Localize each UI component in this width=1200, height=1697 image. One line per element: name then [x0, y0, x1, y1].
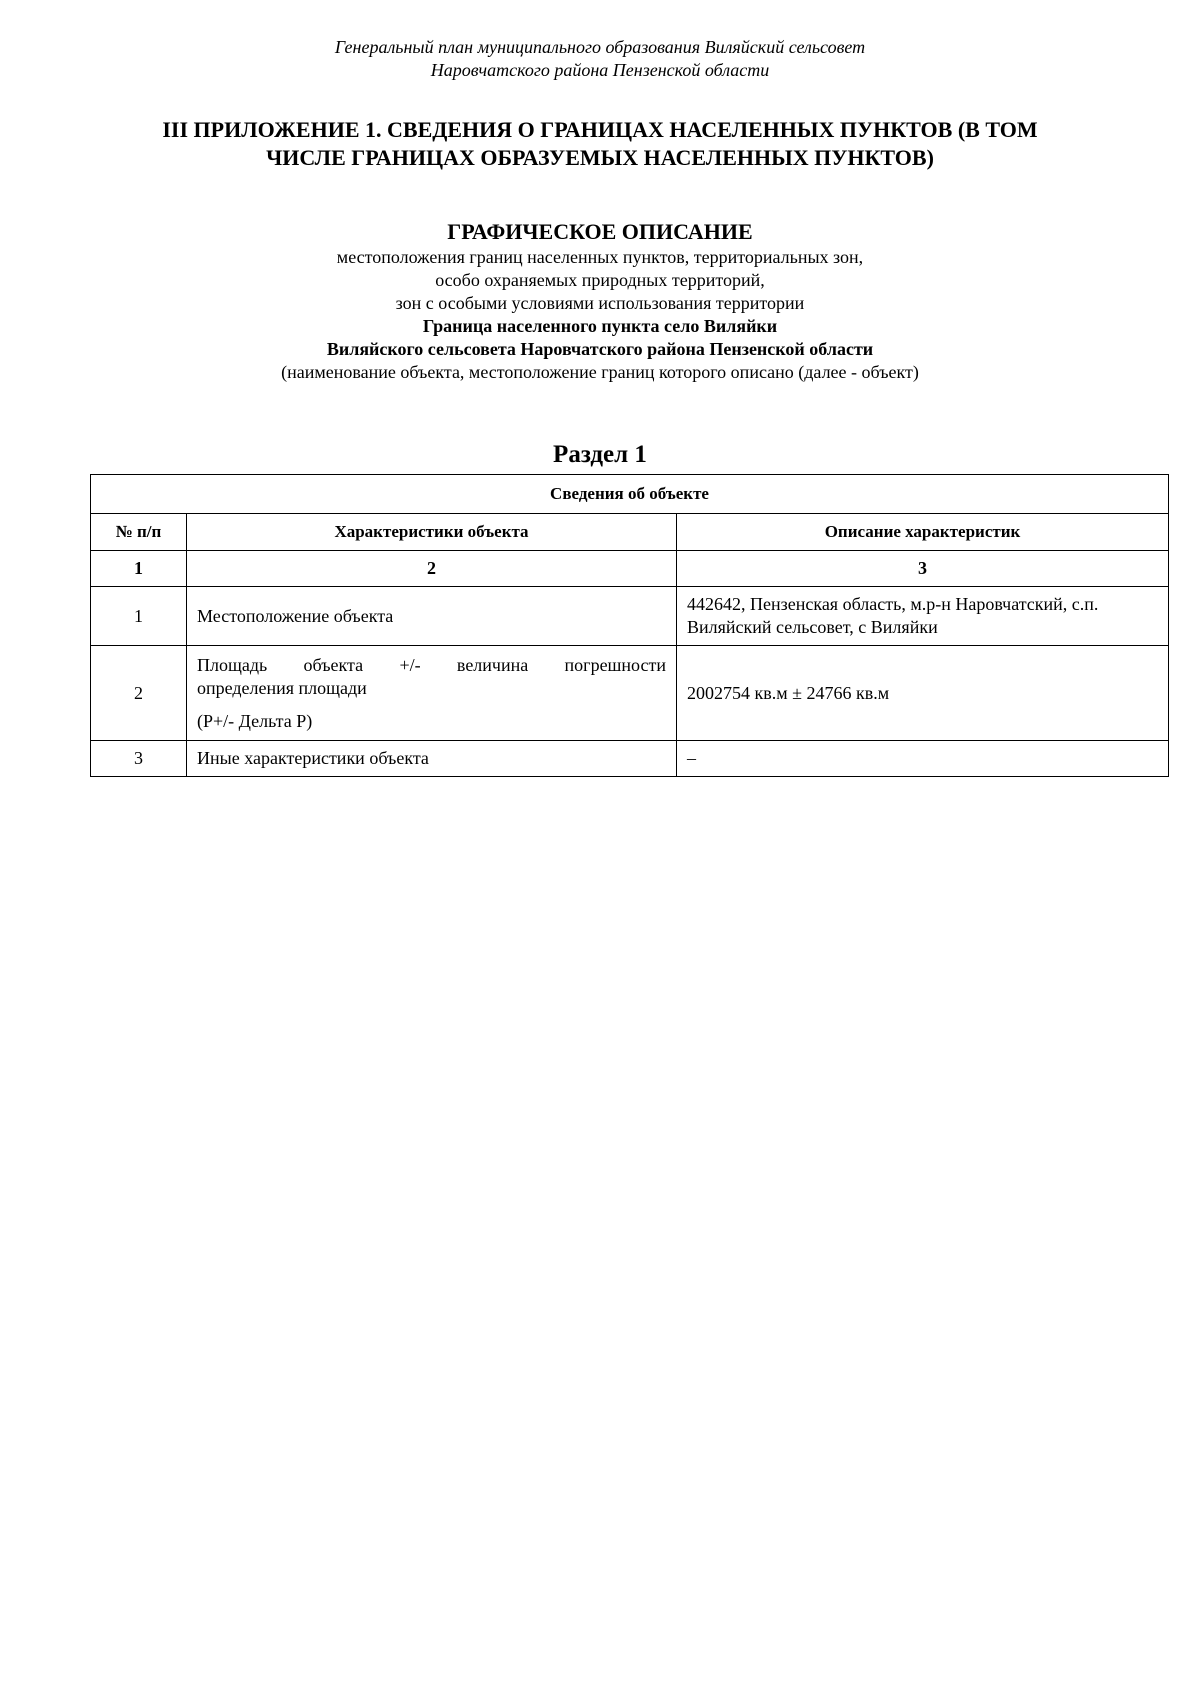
- object-info-table: [90, 474, 1169, 777]
- object-name-line-2: Виляйского сельсовета Наровчатского района Пензенской области: [326, 339, 874, 359]
- column-number-3: 3: [677, 551, 1169, 587]
- header-characteristics: Характеристики объекта: [187, 514, 677, 551]
- header-description: Описание характеристик: [677, 514, 1169, 551]
- row-number: 3: [91, 741, 187, 777]
- table-row: [91, 646, 1169, 741]
- row-description: 2002754 кв.м ± 24766 кв.м: [677, 646, 1169, 741]
- row-characteristic: Иные характеристики объекта: [187, 741, 677, 777]
- section-title: Раздел 1: [553, 441, 647, 468]
- object-name-note: (наименование объекта, местоположение границ которого описано (далее - объект): [281, 362, 919, 382]
- table-header-row: [91, 514, 1169, 551]
- row-number: 2: [91, 646, 187, 741]
- row-characteristic-line-3: (Р+/- Дельта Р): [197, 710, 313, 731]
- running-header-line-2: Наровчатского района Пензенской области: [430, 60, 770, 80]
- running-header-line-1: Генеральный план муниципального образования Виляйский сельсовет: [334, 37, 866, 57]
- table-column-number-row: [91, 551, 1169, 587]
- row-characteristic-line-2: определения площади: [197, 677, 367, 698]
- column-number-1: 1: [91, 551, 187, 587]
- table-caption-row: [91, 475, 1169, 514]
- table-row: [91, 741, 1169, 777]
- row-characteristic: Местоположение объекта: [187, 587, 677, 646]
- running-header: [0, 36, 1200, 82]
- row-characteristic: [187, 646, 677, 741]
- row-characteristic-line-1: Площадь объекта +/- величина погрешности: [197, 654, 666, 675]
- column-number-2: 2: [187, 551, 677, 587]
- main-title-line-1: III ПРИЛОЖЕНИЕ 1. СВЕДЕНИЯ О ГРАНИЦАХ НАСЕЛЕННЫХ ПУНКТОВ (В ТОМ: [162, 117, 1038, 142]
- row-number: 1: [91, 587, 187, 646]
- table-caption: Сведения об объекте: [91, 475, 1169, 514]
- row-description: 442642, Пензенская область, м.р-н Наровчатский, с.п. Виляйский сельсовет, с Виляйки: [677, 587, 1169, 646]
- table-row: [91, 587, 1169, 646]
- graphic-description-line-3: зон с особыми условиями использования территории: [395, 293, 805, 313]
- object-name-line-1: Граница населенного пункта село Виляйки: [422, 316, 778, 336]
- header-number: № п/п: [91, 514, 187, 551]
- graphic-description-block: [100, 218, 1100, 384]
- row-description: –: [677, 741, 1169, 777]
- graphic-description-title: ГРАФИЧЕСКОЕ ОПИСАНИЕ: [447, 219, 753, 244]
- main-title-line-2: ЧИСЛЕ ГРАНИЦАХ ОБРАЗУЕМЫХ НАСЕЛЕННЫХ ПУНКТОВ): [266, 145, 934, 170]
- graphic-description-line-2: особо охраняемых природных территорий,: [435, 270, 765, 290]
- graphic-description-line-1: местоположения границ населенных пунктов, территориальных зон,: [336, 247, 864, 267]
- main-title: [100, 116, 1100, 172]
